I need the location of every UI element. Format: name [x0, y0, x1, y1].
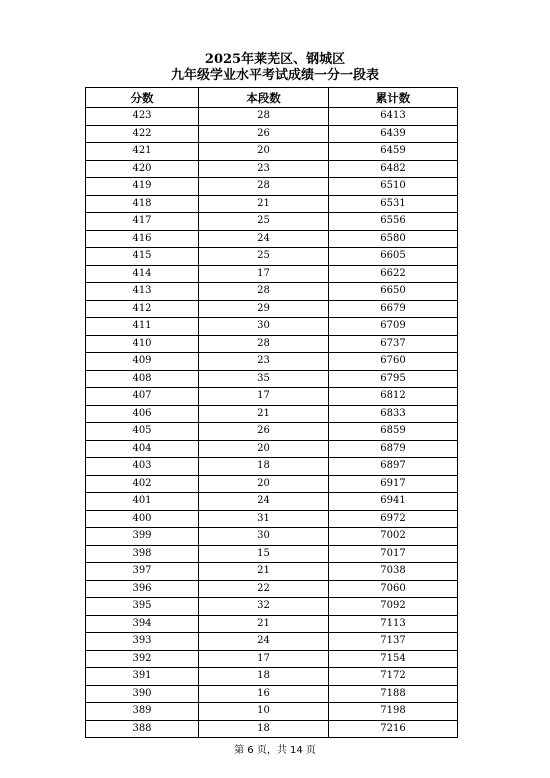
- cumulative-count-cell: 6709: [329, 318, 458, 336]
- cumulative-count-cell: 7060: [329, 580, 458, 598]
- score-cell: 398: [86, 545, 199, 563]
- table-row: [86, 528, 458, 546]
- score-cell: 415: [86, 248, 199, 266]
- header-cumulative-count: 累计数: [329, 88, 458, 108]
- table-row: [86, 440, 458, 458]
- segment-count-cell: 21: [199, 405, 329, 423]
- table-row: [86, 580, 458, 598]
- score-cell: 399: [86, 528, 199, 546]
- segment-count-cell: 20: [199, 475, 329, 493]
- table-row: [86, 598, 458, 616]
- table-row: [86, 545, 458, 563]
- table-row: [86, 650, 458, 668]
- cumulative-count-cell: 6510: [329, 178, 458, 196]
- score-cell: 414: [86, 265, 199, 283]
- table-row: [86, 633, 458, 651]
- score-cell: 413: [86, 283, 199, 301]
- score-cell: 390: [86, 685, 199, 703]
- score-cell: 397: [86, 563, 199, 581]
- cumulative-count-cell: 6737: [329, 335, 458, 353]
- score-cell: 402: [86, 475, 199, 493]
- cumulative-count-cell: 6917: [329, 475, 458, 493]
- segment-count-cell: 29: [199, 300, 329, 318]
- cumulative-count-cell: 6556: [329, 213, 458, 231]
- segment-count-cell: 28: [199, 283, 329, 301]
- table-row: [86, 423, 458, 441]
- cumulative-count-cell: 6941: [329, 493, 458, 511]
- table-row: [86, 195, 458, 213]
- cumulative-count-cell: 7188: [329, 685, 458, 703]
- score-cell: 421: [86, 143, 199, 161]
- segment-count-cell: 20: [199, 440, 329, 458]
- segment-count-cell: 25: [199, 248, 329, 266]
- table-row: [86, 335, 458, 353]
- cumulative-count-cell: 6879: [329, 440, 458, 458]
- segment-count-cell: 30: [199, 528, 329, 546]
- table-row: [86, 178, 458, 196]
- cumulative-count-cell: 6413: [329, 108, 458, 126]
- cumulative-count-cell: 6760: [329, 353, 458, 371]
- segment-count-cell: 21: [199, 615, 329, 633]
- cumulative-count-cell: 7092: [329, 598, 458, 616]
- segment-count-cell: 20: [199, 143, 329, 161]
- score-cell: 411: [86, 318, 199, 336]
- page-footer: 第 6 页，共 14 页: [234, 745, 316, 756]
- table-row: [86, 230, 458, 248]
- score-cell: 419: [86, 178, 199, 196]
- header-score: 分数: [86, 88, 199, 108]
- table-row: [86, 283, 458, 301]
- cumulative-count-cell: 7216: [329, 720, 458, 738]
- segment-count-cell: 23: [199, 160, 329, 178]
- table-row: [86, 510, 458, 528]
- segment-count-cell: 16: [199, 685, 329, 703]
- cumulative-count-cell: 6605: [329, 248, 458, 266]
- score-cell: 405: [86, 423, 199, 441]
- cumulative-count-cell: 6972: [329, 510, 458, 528]
- table-row: [86, 370, 458, 388]
- table-row: [86, 108, 458, 126]
- score-distribution-table: [85, 87, 458, 738]
- score-cell: 401: [86, 493, 199, 511]
- table-row: [86, 300, 458, 318]
- segment-count-cell: 18: [199, 458, 329, 476]
- table-row: [86, 703, 458, 721]
- table-row: [86, 405, 458, 423]
- score-cell: 406: [86, 405, 199, 423]
- cumulative-count-cell: 6531: [329, 195, 458, 213]
- header-segment-count: 本段数: [199, 88, 329, 108]
- score-cell: 420: [86, 160, 199, 178]
- cumulative-count-cell: 6859: [329, 423, 458, 441]
- score-cell: 404: [86, 440, 199, 458]
- cumulative-count-cell: 7137: [329, 633, 458, 651]
- cumulative-count-cell: 7198: [329, 703, 458, 721]
- segment-count-cell: 17: [199, 650, 329, 668]
- table-row: [86, 458, 458, 476]
- score-cell: 396: [86, 580, 199, 598]
- segment-count-cell: 35: [199, 370, 329, 388]
- segment-count-cell: 24: [199, 493, 329, 511]
- cumulative-count-cell: 6833: [329, 405, 458, 423]
- table-row: [86, 213, 458, 231]
- table-row: [86, 563, 458, 581]
- segment-count-cell: 26: [199, 125, 329, 143]
- cumulative-count-cell: 6580: [329, 230, 458, 248]
- cumulative-count-cell: 6795: [329, 370, 458, 388]
- segment-count-cell: 31: [199, 510, 329, 528]
- score-cell: 393: [86, 633, 199, 651]
- segment-count-cell: 18: [199, 668, 329, 686]
- table-row: [86, 668, 458, 686]
- segment-count-cell: 26: [199, 423, 329, 441]
- table-row: [86, 318, 458, 336]
- cumulative-count-cell: 6482: [329, 160, 458, 178]
- cumulative-count-cell: 7172: [329, 668, 458, 686]
- table-body: [86, 108, 458, 738]
- segment-count-cell: 23: [199, 353, 329, 371]
- score-cell: 423: [86, 108, 199, 126]
- cumulative-count-cell: 7002: [329, 528, 458, 546]
- segment-count-cell: 30: [199, 318, 329, 336]
- table-row: [86, 388, 458, 406]
- header-row: [86, 88, 458, 108]
- segment-count-cell: 17: [199, 388, 329, 406]
- table-row: [86, 125, 458, 143]
- table-header: [86, 88, 458, 108]
- segment-count-cell: 10: [199, 703, 329, 721]
- table-row: [86, 493, 458, 511]
- table-row: [86, 475, 458, 493]
- score-cell: 394: [86, 615, 199, 633]
- score-cell: 418: [86, 195, 199, 213]
- cumulative-count-cell: 6439: [329, 125, 458, 143]
- score-cell: 400: [86, 510, 199, 528]
- score-cell: 392: [86, 650, 199, 668]
- score-cell: 395: [86, 598, 199, 616]
- score-cell: 410: [86, 335, 199, 353]
- cumulative-count-cell: 6650: [329, 283, 458, 301]
- document-subtitle: 九年级学业水平考试成绩一分一段表: [170, 68, 379, 83]
- table-row: [86, 160, 458, 178]
- cumulative-count-cell: 7017: [329, 545, 458, 563]
- segment-count-cell: 18: [199, 720, 329, 738]
- table-row: [86, 685, 458, 703]
- score-cell: 416: [86, 230, 199, 248]
- score-cell: 403: [86, 458, 199, 476]
- table-row: [86, 615, 458, 633]
- score-cell: 412: [86, 300, 199, 318]
- cumulative-count-cell: 6897: [329, 458, 458, 476]
- table-row: [86, 720, 458, 738]
- score-cell: 408: [86, 370, 199, 388]
- cumulative-count-cell: 7113: [329, 615, 458, 633]
- score-cell: 417: [86, 213, 199, 231]
- cumulative-count-cell: 6459: [329, 143, 458, 161]
- cumulative-count-cell: 6679: [329, 300, 458, 318]
- table-row: [86, 143, 458, 161]
- table-row: [86, 353, 458, 371]
- cumulative-count-cell: 6812: [329, 388, 458, 406]
- cumulative-count-cell: 7154: [329, 650, 458, 668]
- score-cell: 388: [86, 720, 199, 738]
- segment-count-cell: 15: [199, 545, 329, 563]
- cumulative-count-cell: 6622: [329, 265, 458, 283]
- table-row: [86, 265, 458, 283]
- segment-count-cell: 28: [199, 335, 329, 353]
- segment-count-cell: 22: [199, 580, 329, 598]
- segment-count-cell: 24: [199, 230, 329, 248]
- score-cell: 391: [86, 668, 199, 686]
- segment-count-cell: 25: [199, 213, 329, 231]
- score-cell: 409: [86, 353, 199, 371]
- segment-count-cell: 32: [199, 598, 329, 616]
- cumulative-count-cell: 7038: [329, 563, 458, 581]
- document-title: 2025年莱芜区、钢城区: [204, 52, 346, 67]
- segment-count-cell: 28: [199, 108, 329, 126]
- score-cell: 422: [86, 125, 199, 143]
- segment-count-cell: 28: [199, 178, 329, 196]
- segment-count-cell: 17: [199, 265, 329, 283]
- score-cell: 389: [86, 703, 199, 721]
- score-cell: 407: [86, 388, 199, 406]
- segment-count-cell: 21: [199, 195, 329, 213]
- segment-count-cell: 24: [199, 633, 329, 651]
- table-row: [86, 248, 458, 266]
- segment-count-cell: 21: [199, 563, 329, 581]
